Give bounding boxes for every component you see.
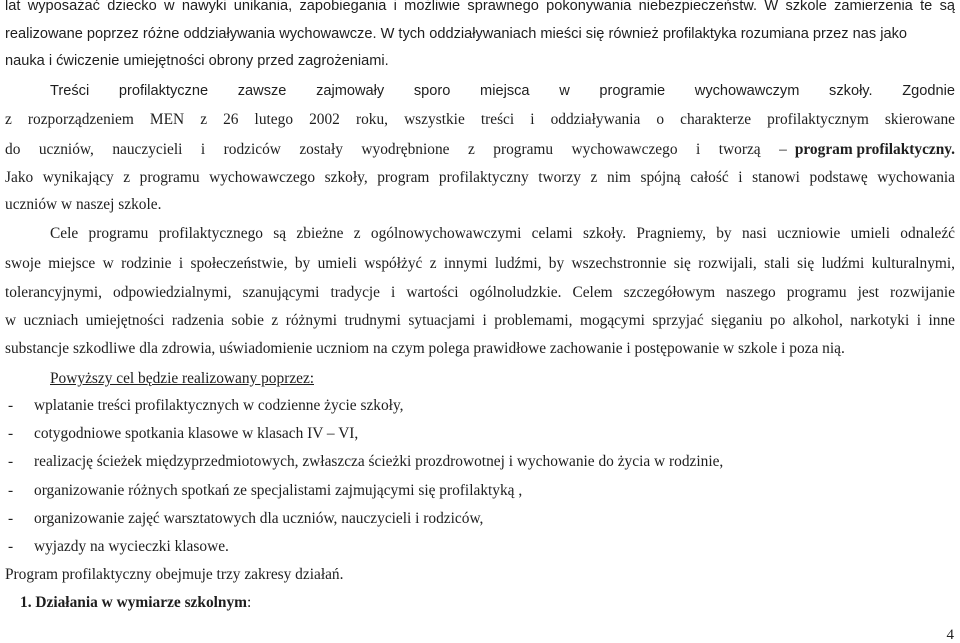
list-dash: - <box>8 425 14 442</box>
paragraph-line: substancje szkodliwe dla zdrowia, uświadomienie uczniom na czym polega prawidłowe zachowanie i postępowanie w szkole i poza nią. <box>5 340 845 357</box>
paragraph-line: Cele programu profilaktycznego są zbieżne z ogólnowychowawczymi celami szkoły. Pragniemy, by nasi uczniowie umieli odnaleźć <box>50 225 955 242</box>
list-item <box>8 452 908 472</box>
section-heading <box>20 593 251 613</box>
paragraph-line <box>5 140 955 160</box>
list-dash: - <box>8 482 14 499</box>
paragraph-line: uczniów w naszej szkole. <box>5 196 162 213</box>
paragraph-text: do uczniów, nauczycieli i rodziców zostały wyodrębnione z programu wychowawczego i tworzą – <box>5 141 787 158</box>
paragraph-line: lat wyposażać dziecko w nawyki unikania, zapobiegania i możliwie sprawnego pokonywania niebezpieczeństw. W szkole zamierzenia te są <box>5 0 955 14</box>
list-item-text: organizowanie różnych spotkań ze specjalistami zajmującymi się profilaktyką , <box>34 482 523 499</box>
page-number: 4 <box>946 627 954 643</box>
list-item <box>8 396 908 416</box>
paragraph-line: Jako wynikający z programu wychowawczego szkoły, program profilaktyczny tworzy z nim spójną całość i stanowi podstawę wychowania <box>5 169 955 186</box>
list-dash: - <box>8 510 14 527</box>
paragraph-line: tolerancyjnymi, odpowiedzialnymi, szanującymi tradycje i wartości ogólnoludzkie. Celem szczegółowym naszego programu jest rozwijanie <box>5 284 955 301</box>
list-dash: - <box>8 538 14 555</box>
list-item-text: realizację ścieżek międzyprzedmiotowych, zwłaszcza ścieżki prozdrowotnej i wychowanie do życia w rodzinie, <box>34 453 724 470</box>
list-intro: Powyższy cel będzie realizowany poprzez: <box>50 370 315 387</box>
paragraph-line: w uczniach umiejętności radzenia sobie z różnymi trudnymi sytuacjami i problemami, mogącymi sprzyjać sięganiu po alkohol, narkotyki i inne <box>5 312 955 329</box>
section-heading-colon: : <box>247 594 252 611</box>
list-item-text: wplatanie treści profilaktycznych w codzienne życie szkoły, <box>34 397 404 414</box>
section-heading-text: 1. Działania w wymiarze szkolnym <box>20 594 247 611</box>
list-item-text: wyjazdy na wycieczki klasowe. <box>34 538 229 555</box>
list-item <box>8 537 908 557</box>
paragraph-line: realizowane poprzez różne oddziaływania wychowawcze. W tych oddziaływaniach mieści się również profilaktyka rozumiana przez nas jako <box>5 26 907 42</box>
list-item <box>8 424 908 444</box>
list-item <box>8 481 908 501</box>
list-item-text: organizowanie zajęć warsztatowych dla uczniów, nauczycieli i rodziców, <box>34 510 484 527</box>
summary-text: Program profilaktyczny obejmuje trzy zakresy działań. <box>5 566 344 583</box>
program-name-emphasis: program profilaktyczny. <box>794 141 955 158</box>
paragraph-line: Treści profilaktyczne zawsze zajmowały sporo miejsca w programie wychowawczym szkoły. Zgodnie <box>50 83 955 99</box>
list-item <box>8 509 908 529</box>
list-dash: - <box>8 453 14 470</box>
paragraph-line: swoje miejsce w rodzinie i społeczeństwie, by umieli współżyć z innymi ludźmi, by wszechstronnie się rozwijali, stali się ludźmi kulturalnymi, <box>5 255 955 272</box>
paragraph-line: nauka i ćwiczenie umiejętności obrony przed zagrożeniami. <box>5 53 389 69</box>
paragraph-line: z rozporządzeniem MEN z 26 lutego 2002 roku, wszystkie treści i oddziaływania o charakterze profilaktycznym skierowane <box>5 111 955 128</box>
list-dash: - <box>8 397 14 414</box>
list-item-text: cotygodniowe spotkania klasowe w klasach IV – VI, <box>34 425 359 442</box>
